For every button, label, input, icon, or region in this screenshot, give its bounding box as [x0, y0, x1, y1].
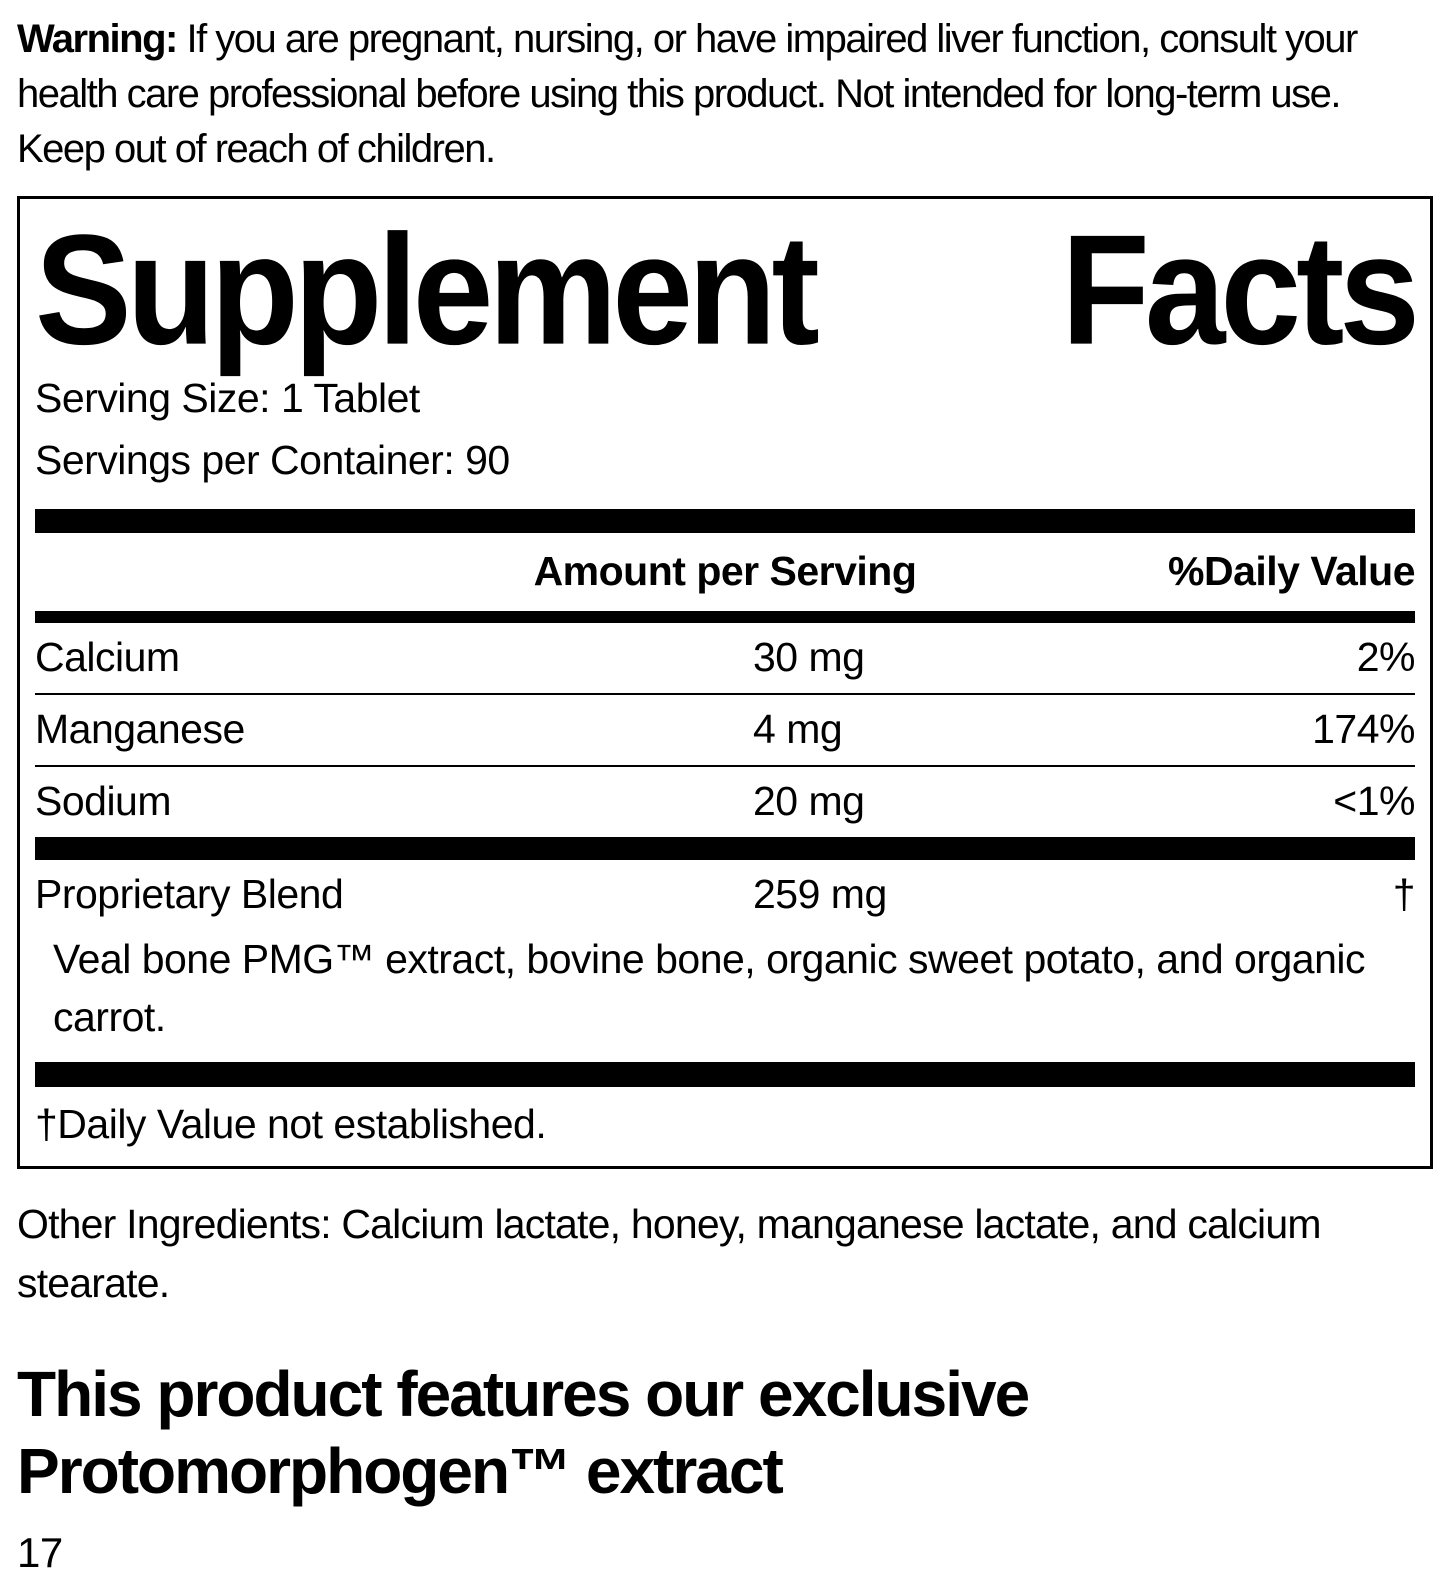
divider-thick-top: [35, 509, 1415, 533]
serving-size-line: Serving Size: 1 Tablet: [35, 374, 420, 421]
page-number: 17: [17, 1529, 63, 1577]
blend-daily-value-dagger: †: [1392, 871, 1415, 917]
daily-value-header: %Daily Value: [1168, 548, 1415, 594]
table-row-calcium: [35, 623, 1415, 693]
panel-title: [35, 201, 1415, 377]
nutrient-daily-value: 174%: [1312, 706, 1415, 752]
divider-thick-middle: [35, 837, 1415, 860]
nutrient-daily-value: 2%: [1356, 634, 1415, 680]
panel-title-word-1: Supplement: [35, 201, 815, 377]
nutrient-name: Manganese: [35, 706, 245, 752]
nutrient-amount: 20 mg: [753, 778, 865, 824]
nutrient-daily-value: <1%: [1333, 778, 1415, 824]
divider-thick-bottom: [35, 1062, 1415, 1087]
nutrient-amount: 4 mg: [753, 706, 843, 752]
blend-amount: 259 mg: [753, 871, 887, 917]
nutrient-amount: 30 mg: [753, 634, 865, 680]
blend-description: Veal bone PMG™ extract, bovine bone, organic sweet potato, and organic carrot.: [53, 936, 1365, 1041]
warning-paragraph: [17, 12, 1428, 178]
column-header-row: [35, 533, 1415, 611]
other-ingredients-paragraph: Other Ingredients: Calcium lactate, honey, manganese lactate, and calcium stearate.: [17, 1201, 1321, 1306]
table-row-sodium: [35, 767, 1415, 837]
panel-title-word-2: Facts: [1061, 201, 1415, 377]
warning-text: If you are pregnant, nursing, or have impaired liver function, consult your health care professional before using this product. Not intended for long-term use. Keep out of reach of children.: [17, 17, 1357, 172]
feature-heading: This product features our exclusive Protomorphogen™ extract: [17, 1357, 1029, 1507]
blend-name: Proprietary Blend: [35, 871, 344, 917]
amount-per-serving-header: Amount per Serving: [533, 548, 917, 594]
servings-per-container-line: Servings per Container: 90: [35, 436, 510, 483]
daily-value-footnote: †Daily Value not established.: [35, 1101, 547, 1148]
supplement-facts-panel: [17, 196, 1433, 1170]
table-row-manganese: [35, 695, 1415, 765]
nutrient-name: Calcium: [35, 634, 180, 680]
table-row-proprietary-blend: [35, 860, 1415, 930]
warning-label: Warning:: [17, 17, 177, 61]
divider-medium: [35, 611, 1415, 623]
nutrient-name: Sodium: [35, 778, 172, 824]
